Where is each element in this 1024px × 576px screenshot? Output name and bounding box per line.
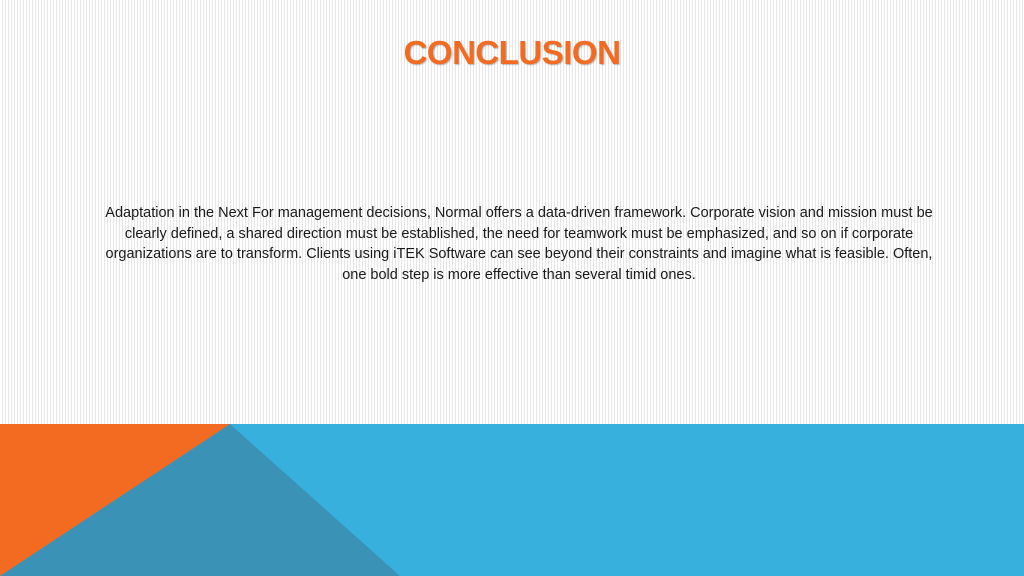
decorative-bottom-band (0, 424, 1024, 576)
slide-body-text: Adaptation in the Next For management decisions, Normal offers a data-driven framework. Corporate vision and mission must be clearly defined, a shared direction must be established, the need for teamwork must be emphasized, and so on if corporate organizations are to transform. Clients using iTEK Software can see beyond their constraints and imagine what is feasible. Often, one bold step is more effective than several timid ones. (105, 205, 933, 283)
bottom-band-shapes (0, 424, 1024, 576)
slide-title: CONCLUSION (403, 34, 621, 71)
